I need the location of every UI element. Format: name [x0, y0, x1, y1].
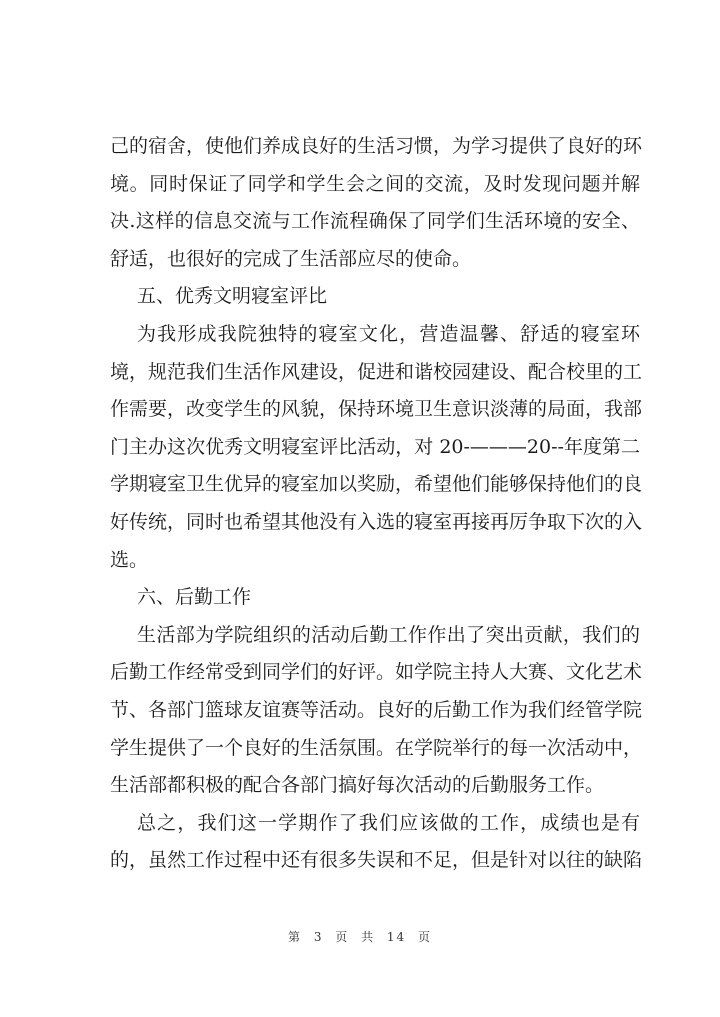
document-body: [110, 128, 643, 880]
paragraph-line: 的，虽然工作过程中还有很多失误和不足，但是针对以往的缺陷: [110, 849, 643, 872]
page-footer: 第 3 页 共 14 页: [288, 930, 432, 944]
paragraph-line: 学期寝室卫生优异的寝室加以奖励，希望他们能够保持他们的良: [110, 473, 643, 496]
paragraph-line: 节、各部门篮球友谊赛等活动。良好的后勤工作为我们经管学院: [110, 698, 643, 721]
paragraph-line: 学生提供了一个良好的生活氛围。在学院举行的每一次活动中，: [110, 736, 643, 759]
paragraph-line: 好传统，同时也希望其他没有入选的寝室再接再厉争取下次的入: [110, 510, 643, 533]
paragraph-line: 作需要，改变学生的风貌，保持环境卫生意识淡薄的局面，我部: [110, 398, 643, 421]
paragraph-line: 门主办这次优秀文明寝室评比活动，对 20-———20--年度第二: [110, 435, 640, 458]
paragraph-line: 总之，我们这一学期作了我们应该做的工作，成绩也是有: [137, 811, 640, 834]
paragraph-line: 决.这样的信息交流与工作流程确保了同学们生活环境的安全、: [110, 210, 640, 233]
paragraph-line: 为我形成我院独特的寝室文化，营造温馨、舒适的寝室环: [137, 322, 640, 345]
section-heading: 五、优秀文明寝室评比: [137, 285, 328, 308]
paragraph-line: 后勤工作经常受到同学们的好评。如学院主持人大赛、文化艺术: [110, 661, 643, 684]
paragraph-line: 生活部为学院组织的活动后勤工作作出了突出贡献，我们的: [137, 623, 640, 646]
paragraph-line: 境，规范我们生活作风建设，促进和谐校园建设、配合校里的工: [110, 360, 643, 383]
paragraph-line: 选。: [110, 548, 149, 571]
paragraph-line: 己的宿舍，使他们养成良好的生活习惯，为学习提供了良好的环: [110, 135, 643, 157]
paragraph-line: 境。同时保证了同学和学生会之间的交流，及时发现问题并解: [110, 172, 640, 195]
paragraph-line: 舒适，也很好的完成了生活部应尽的使命。: [110, 247, 472, 270]
paragraph-line: 生活部都积极的配合各部门搞好每次活动的后勤服务工作。: [110, 774, 605, 797]
section-heading: 六、后勤工作: [137, 586, 252, 609]
